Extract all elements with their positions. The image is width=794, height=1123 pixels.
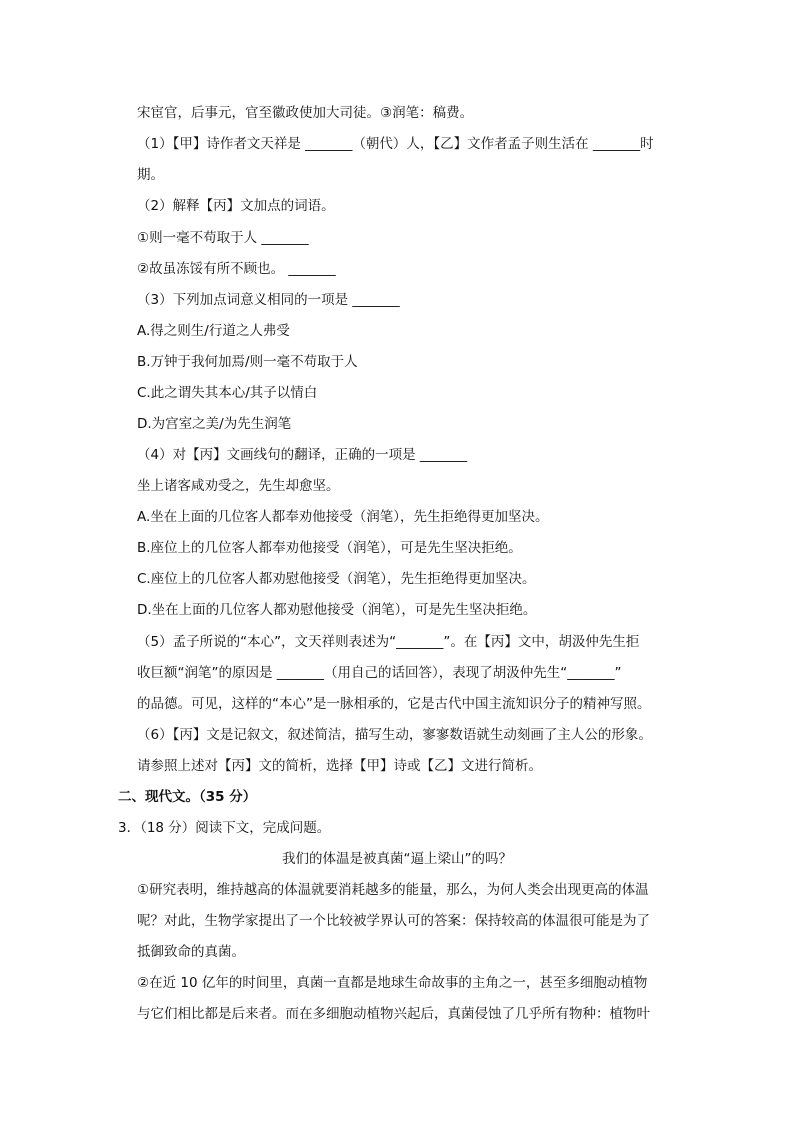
question-3-line: （3）下列加点词意义相同的一项是 _______ <box>137 292 400 308</box>
question-4-sentence: 坐上诸客咸劝受之，先生却愈坚。 <box>137 478 340 494</box>
paragraph-2-line-1: ②在近 10 亿年的时间里，真菌一直都是地球生命故事的主角之一，甚至多细胞动植物 <box>137 975 648 991</box>
question-4-option-b: B.座位上的几位客人都奉劝他接受（润笔），可是先生坚决拒绝。 <box>137 540 522 556</box>
text-line: 宋宦官，后事元，官至徽政使加大司徒。③润笔：稿费。 <box>137 105 474 121</box>
question-4-option-d: D.坐在上面的几位客人都劝慰他接受（润笔），可是先生坚决拒绝。 <box>137 602 537 618</box>
question-4-option-a: A.坐在上面的几位客人都奉劝他接受（润笔），先生拒绝得更加坚决。 <box>137 509 549 525</box>
paragraph-2-line-2: 与它们相比都是后来者。而在多细胞动植物兴起后，真菌侵蚀了几乎所有物种：植物叶 <box>137 1006 650 1022</box>
question-5-line-3: 的品德。可见，这样的“本心”是一脉相承的，它是古代中国主流知识分子的精神写照。 <box>137 696 651 712</box>
question-3-heading: 3．（18 分）阅读下文，完成问题。 <box>118 820 331 836</box>
question-6-line: （6）【丙】文是记叙文，叙述简洁，描写生动，寥寥数语就生动刻画了主人公的形象。 <box>137 727 652 743</box>
question-3-option-a: A.得之则生/行道之人弗受 <box>137 323 290 339</box>
paragraph-1-line-2: 呢？对此，生物学家提出了一个比较被学界认可的答案：保持较高的体温很可能是为了 <box>137 913 650 929</box>
question-3-option-b: B.万钟于我何加焉/则一毫不苟取于人 <box>137 354 358 370</box>
question-3-option-c: C.此之谓失其本心/其子以情白 <box>137 385 318 401</box>
question-2-item-1: ①则一毫不苟取于人 _______ <box>137 230 309 246</box>
question-4-line: （4）对【丙】文画线句的翻译，正确的一项是 _______ <box>137 447 468 463</box>
question-2-item-2: ②故虽冻馁有所不顾也。 _______ <box>137 261 336 277</box>
question-5-line-2: 收巨额“润笔”的原因是 _______（用自己的话回答），表现了胡汲仲先生“_______” <box>137 665 622 681</box>
question-2-line: （2）解释【丙】文加点的词语。 <box>137 198 335 214</box>
question-4-option-c: C.座位上的几位客人都劝慰他接受（润笔），先生拒绝得更加坚决。 <box>137 571 536 587</box>
question-1-line-continued: 期。 <box>137 167 164 183</box>
question-6-line-2: 请参照上述对【丙】文的简析，选择【甲】诗或【乙】文进行简析。 <box>137 758 542 774</box>
paragraph-1-line-3: 抵御致命的真菌。 <box>137 944 245 960</box>
question-5-line: （5）孟子所说的“本心”，文天祥则表述为“_______”。在【丙】文中，胡汲仲先生拒 <box>137 634 640 650</box>
section-heading: 二、现代文。（35 分） <box>118 789 257 805</box>
article-title: 我们的体温是被真菌“逼上梁山”的吗？ <box>282 851 512 867</box>
paragraph-1-line-1: ①研究表明，维持越高的体温就要消耗越多的能量，那么，为何人类会出现更高的体温 <box>137 882 649 898</box>
question-1-line: （1）【甲】诗作者文天祥是 _______（朝代）人，【乙】文作者孟子则生活在 _______时 <box>137 136 654 152</box>
question-3-option-d: D.为宫室之美/为先生润笔 <box>137 416 292 432</box>
